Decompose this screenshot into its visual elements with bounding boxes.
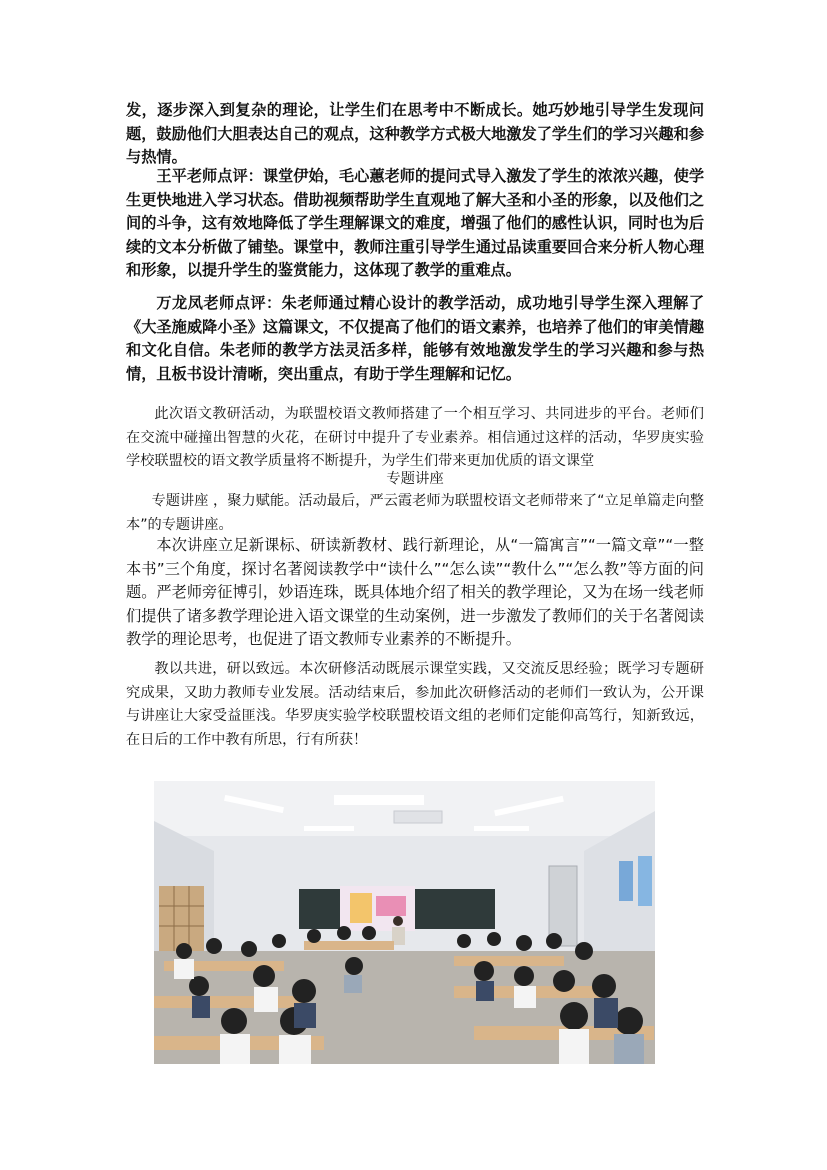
paragraph-summary: 此次语文教研活动，为联盟校语文教师搭建了一个相互学习、共同进步的平台。老师们在交流中碰撞出智慧的火花，在研讨中提升了专业素养。相信通过这样的活动，华罗庚实验学校联盟校的语文教学质量将不断提升，为学生们带来更加优质的语文课堂 [126,406,704,470]
paragraph-continuation: 发，逐步深入到复杂的理论，让学生们在思考中不断成长。她巧妙地引导学生发现问题，鼓励他们大胆表达自己的观点，这种教学方式极大地激发了学生们的学习兴趣和参与热情。 [126,101,704,167]
paragraph-wangping-review: 王平老师点评：课堂伊始，毛心蕙老师的提问式导入激发了学生的浓浓兴趣，使学生更快地进入学习状态。借助视频帮助学生直观地了解大圣和小圣的形象，以及他们之间的斗争，这有效地降低了学生理解课文的难度，增强了他们的感性认识，同时也为后续的文本分析做了铺垫。课堂中，教师注重引导学生通过品读重要回合来分析人物心理和形象，以提升学生的鉴赏能力，这体现了教学的重难点。 [126,167,704,280]
classroom-photo-illustration [154,781,655,1064]
paragraph-lecture-detail: 本次讲座立足新课标、研读新教材、践行新理论，从“一篇寓言”“一篇文章”“一整本书”三个角度，探讨名著阅读教学中“读什么”“怎么读”“教什么”“怎么教”等方面的问题。严老师旁征博引，妙语连珠，既具体地介绍了相关的教学理论，又为在场一线老师们提供了诸多教学理论进入语文课堂的生动案例，进一步激发了教师们的关于名著阅读教学的理论思考，也促进了语文教师专业素养的不断提升。 [126,536,704,649]
paragraph-conclusion: 教以共进，研以致远。本次研修活动既展示课堂实践，又交流反思经验；既学习专题研究成果，又助力教师专业发展。活动结束后，参加此次研修活动的老师们一致认为，公开课与讲座让大家受益匪浅。华罗庚实验学校联盟校语文组的老师们定能仰高笃行，知新致远，在日后的工作中教有所思，行有所获！ [126,661,704,748]
paragraph-lecture-intro: 专题讲座 ，聚力赋能。活动最后，严云霞老师为联盟校语文老师带来了“立足单篇走向整本”的专题讲座。 [126,493,704,533]
section-heading: 专题讲座 [386,471,444,487]
paragraph-wanlongfeng-review: 万龙凤老师点评：朱老师通过精心设计的教学活动，成功地引导学生深入理解了《大圣施威降小圣》这篇课文，不仅提高了他们的语文素养，也培养了他们的审美情趣和文化自信。朱老师的教学方法灵活多样，能够有效地激发学生的学习兴趣和参与热情，且板书设计清晰，突出重点，有助于学生理解和记忆。 [126,294,704,383]
classroom-photo [154,781,655,1064]
